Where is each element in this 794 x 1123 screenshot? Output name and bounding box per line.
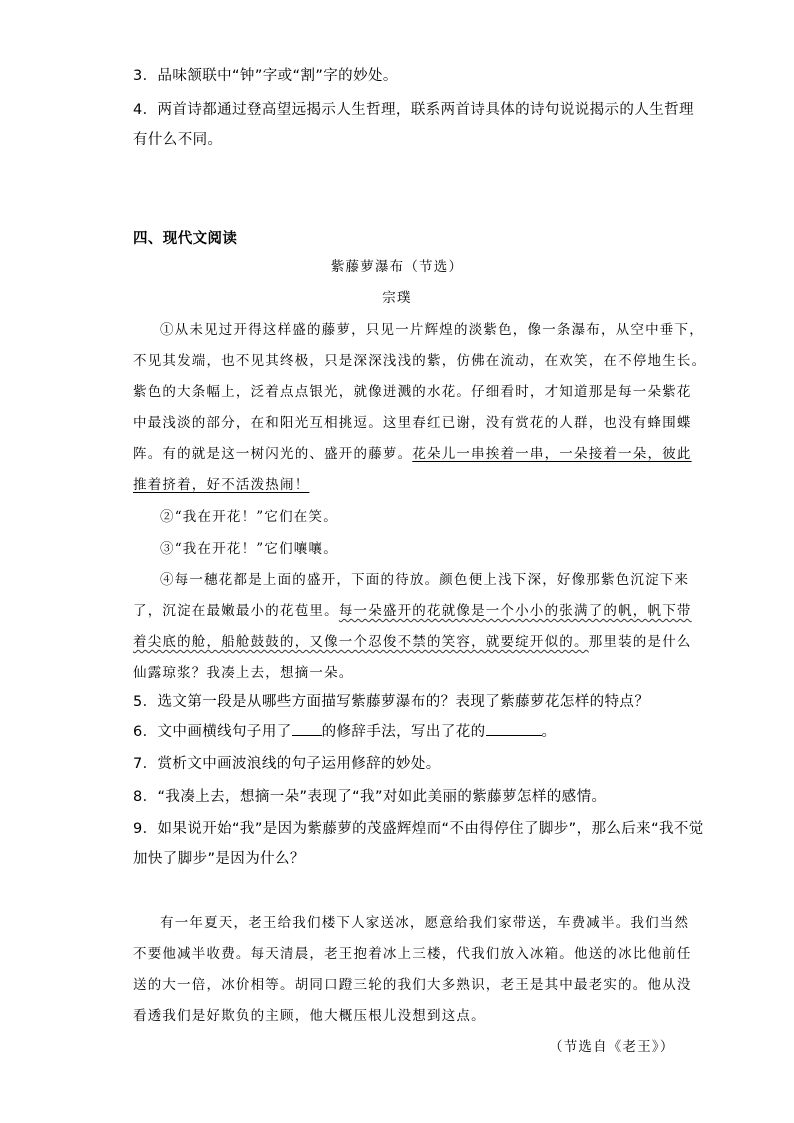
question-7: 7．赏析文中画波浪线的句子运用修辞的妙处。 xyxy=(133,756,441,772)
passage2-line4: 看透我们是好欺负的主顾，他大概压根儿没想到这点。 xyxy=(133,1008,486,1024)
passage-p3: ③“我在开花！”它们嚷嚷。 xyxy=(160,541,338,557)
passage-p1-line5 xyxy=(133,442,692,462)
answer-blank-1[interactable] xyxy=(292,721,322,736)
passage-p1-line2: 不见其发端，也不见其终极，只是深深浅浅的紫，仿佛在流动，在欢笑，在不停地生长。 xyxy=(133,353,707,369)
section-heading: 四、现代文阅读 xyxy=(133,231,238,247)
wavy-sentence-part2: 着尖底的舱，船舱鼓鼓的，又像一个忍俊不禁的笑容，就要绽开似的。 xyxy=(133,634,589,650)
question-6 xyxy=(133,720,556,741)
question-6-part-c: 。 xyxy=(541,724,557,740)
question-4-line2: 有什么不同。 xyxy=(133,132,223,148)
passage-p4-line4: 仙露琼浆？我凑上去，想摘一朵。 xyxy=(133,665,354,681)
passage-p1-line3: 紫色的大条幅上，泛着点点银光，就像迸溅的水花。仔细看时，才知道那是每一朵紫花 xyxy=(133,384,692,400)
passage-p1-line4: 中最浅淡的部分，在和阳光互相挑逗。这里春红已谢，没有赏花的人群，也没有蜂围蝶 xyxy=(133,415,692,431)
passage-p1-line5-plain: 阵。有的就是这一树闪光的、盛开的藤萝。 xyxy=(133,446,413,462)
passage-title: 紫藤萝瀑布（节选） xyxy=(330,259,464,275)
passage-p4-line3-plain: 那里装的是什么 xyxy=(588,634,692,650)
passage-p4-line1: ④每一穗花都是上面的盛开，下面的待放。颜色便上浅下深，好像那紫色沉淀下来 xyxy=(160,572,690,588)
passage-p4-line3 xyxy=(133,630,692,650)
question-6-part-b: 的修辞手法，写出了花的 xyxy=(321,724,486,740)
underlined-sentence-part2: 推着挤着，好不活泼热闹！ xyxy=(133,477,310,493)
passage-author: 宗璞 xyxy=(382,290,412,306)
question-4-line1: 4．两首诗都通过登高望远揭示人生哲理，联系两首诗具体的诗句说说揭示的人生哲理 xyxy=(133,102,694,118)
passage2-line1: 有一年夏天，老王给我们楼下人家送冰，愿意给我们家带送，车费减半。我们当然 xyxy=(160,915,690,931)
passage-p4-line2-plain: 了，沉淀在最嫩最小的花苞里。 xyxy=(133,603,339,619)
wavy-sentence-part1: 每一朵盛开的花就像是一个小小的张满了的帆，帆下带 xyxy=(338,603,692,619)
passage-p1-line1: ①从未见过开得这样盛的藤萝，只见一片辉煌的淡紫色，像一条瀑布，从空中垂下， xyxy=(160,322,704,338)
question-9-line1: 9．如果说开始“我”是因为紫藤萝的茂盛辉煌而“不由得停住了脚步”，那么后来“我不觉 xyxy=(133,821,704,837)
passage-p1-line6 xyxy=(133,473,309,493)
question-6-part-a: 6．文中画横线句子用了 xyxy=(133,724,292,740)
question-5: 5．选文第一段是从哪些方面描写紫藤萝瀑布的？表现了紫藤萝花怎样的特点？ xyxy=(133,694,650,710)
passage-p4-line2 xyxy=(133,599,692,619)
passage-p2: ②“我在开花！”它们在笑。 xyxy=(160,509,338,525)
underlined-sentence-part1: 花朵儿一串挨着一串，一朵接着一朵，彼此 xyxy=(412,446,692,462)
passage2-source: （节选自《老王》） xyxy=(549,1039,675,1055)
passage2-line3: 送的大一倍，冰价相等。胡同口蹬三轮的我们大多熟识，老王是其中最老实的。他从没 xyxy=(133,977,692,993)
answer-blank-2[interactable] xyxy=(486,721,542,736)
passage2-line2: 不要他减半收费。每天清晨，老王抱着冰上三楼，代我们放入冰箱。他送的冰比他前任 xyxy=(133,946,692,962)
question-8: 8．“我凑上去，想摘一朵”表现了“我”对如此美丽的紫藤萝怎样的感情。 xyxy=(133,789,607,805)
question-3: 3．品味颔联中“钟”字或“割”字的妙处。 xyxy=(133,68,398,84)
question-9-line2: 加快了脚步”是因为什么？ xyxy=(133,851,305,867)
